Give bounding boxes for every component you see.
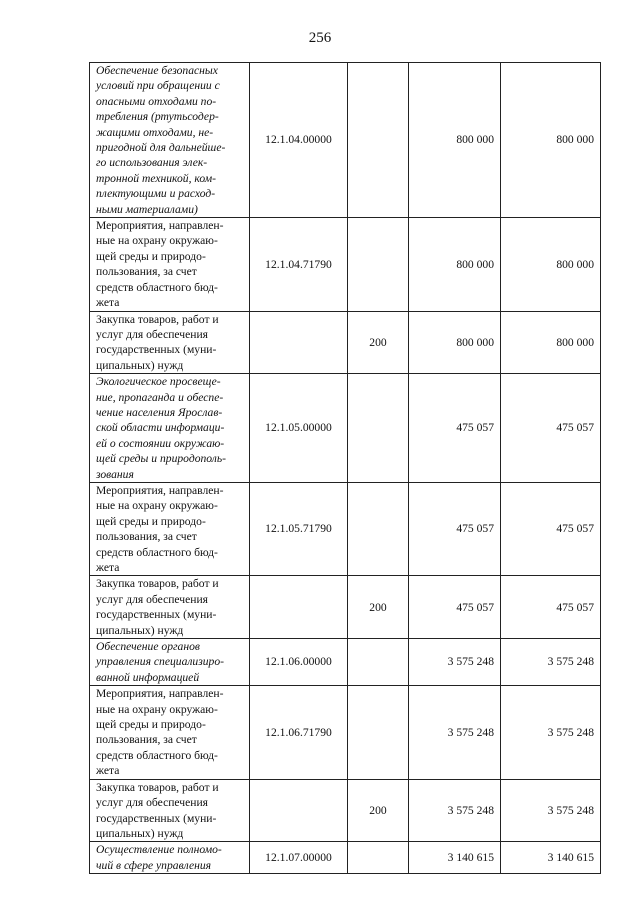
expense-type-cell: 200 [348,779,409,842]
amount-year2-cell: 3 140 615 [501,842,601,874]
expense-type-cell: 200 [348,311,409,374]
item-name-line: зования [96,467,134,481]
item-name-cell [90,779,250,842]
expense-type-cell: 200 [348,576,409,639]
expense-type-cell [348,482,409,575]
amount-year2-cell: 800 000 [501,311,601,374]
target-code-cell [250,576,348,639]
item-name-line: ей о состоянии окружаю- [96,436,225,450]
item-name-line: ской области информаци- [96,421,225,435]
target-code-cell: 12.1.05.71790 [250,482,348,575]
item-name-line: пользования, за счет [96,530,197,544]
item-name-line: пригодной для дальнейше- [96,141,226,155]
item-name-line: ные на охрану окружаю- [96,702,218,716]
item-name-line: Экологическое просвеще- [96,375,221,389]
expense-type-cell [348,842,409,874]
item-name-line: Мероприятия, направлен- [96,483,224,497]
amount-year1-cell: 800 000 [409,311,501,374]
amount-year1-cell: 800 000 [409,218,501,311]
item-name-line: ние, пропаганда и обеспе- [96,390,224,404]
item-name-line: щей среды и природо- [96,249,206,263]
item-name-cell [90,482,250,575]
item-name-line: Закупка товаров, работ и [96,577,219,591]
item-name-cell [90,686,250,779]
target-code-cell: 12.1.04.71790 [250,218,348,311]
item-name-line: Обеспечение безопасных [96,64,218,77]
item-name-line: чение населения Ярослав- [96,405,223,419]
amount-year2-cell: 800 000 [501,63,601,218]
item-name-line: средств областного бюд- [96,280,218,294]
budget-table [89,62,601,874]
amount-year2-cell: 3 575 248 [501,686,601,779]
item-name-line: ципальных) нужд [96,826,184,840]
amount-year2-cell: 3 575 248 [501,639,601,686]
target-code-cell: 12.1.05.00000 [250,374,348,483]
item-name-cell [90,218,250,311]
target-code-cell: 12.1.07.00000 [250,842,348,874]
amount-year2-cell: 475 057 [501,482,601,575]
item-name-cell [90,576,250,639]
amount-year1-cell: 3 575 248 [409,779,501,842]
item-name-line: чий в сфере управления [96,858,212,872]
page-number: 256 [308,30,332,46]
item-name-cell [90,63,250,218]
item-name-line: Закупка товаров, работ и [96,312,219,326]
table-row [90,842,601,874]
item-name-line: щей среды и природо- [96,514,206,528]
table-row [90,686,601,779]
expense-type-cell [348,374,409,483]
table-row [90,63,601,218]
table-row [90,218,601,311]
item-name-line: пользования, за счет [96,733,197,747]
item-name-line: ными материалами) [96,202,198,216]
amount-year1-cell: 3 575 248 [409,639,501,686]
amount-year2-cell: 475 057 [501,576,601,639]
expense-type-cell [348,218,409,311]
item-name-line: ванной информацией [96,670,200,684]
expense-type-cell [348,639,409,686]
item-name-line: Мероприятия, направлен- [96,219,224,233]
item-name-line: жета [96,561,120,574]
item-name-line: средств областного бюд- [96,748,218,762]
item-name-line: ные на охрану окружаю- [96,234,218,248]
item-name-line: Мероприятия, направлен- [96,687,224,701]
item-name-line: го использования элек- [96,156,208,170]
item-name-line: средств областного бюд- [96,545,218,559]
amount-year1-cell: 3 575 248 [409,686,501,779]
item-name-line: Осуществление полномо- [96,843,222,857]
amount-year2-cell: 800 000 [501,218,601,311]
expense-type-cell [348,63,409,218]
item-name-line: плектующими и расход- [96,187,216,201]
item-name-line: опасными отходами по- [96,94,217,108]
item-name-cell [90,639,250,686]
item-name-line: тронной техникой, ком- [96,171,216,185]
item-name-line: жащими отходами, не- [96,125,214,139]
item-name-line: государственных (муни- [96,343,217,357]
item-name-line: Закупка товаров, работ и [96,780,219,794]
item-name-line: жета [96,764,120,778]
amount-year1-cell: 475 057 [409,482,501,575]
item-name-line: услуг для обеспечения [96,327,208,341]
expense-type-cell [348,686,409,779]
item-name-line: жета [96,296,120,310]
budget-table-body [90,63,601,874]
item-name-cell [90,374,250,483]
item-name-line: условий при обращении с [96,79,220,93]
table-row [90,374,601,483]
item-name-line: пользования, за счет [96,265,197,279]
table-row [90,576,601,639]
item-name-line: управления специализиро- [96,655,225,669]
item-name-line: ципальных) нужд [96,358,184,372]
table-row [90,482,601,575]
amount-year2-cell: 3 575 248 [501,779,601,842]
item-name-line: услуг для обеспечения [96,796,208,810]
item-name-line: требления (ртутьсодер- [96,110,219,124]
item-name-line: щей среды и природополь- [96,452,226,466]
item-name-line: государственных (муни- [96,608,217,622]
amount-year1-cell: 475 057 [409,576,501,639]
amount-year2-cell: 475 057 [501,374,601,483]
amount-year1-cell: 3 140 615 [409,842,501,874]
table-row [90,779,601,842]
item-name-line: государственных (муни- [96,811,217,825]
table-row [90,311,601,374]
target-code-cell: 12.1.06.00000 [250,639,348,686]
item-name-line: ципальных) нужд [96,623,184,637]
amount-year1-cell: 475 057 [409,374,501,483]
target-code-cell: 12.1.06.71790 [250,686,348,779]
item-name-line: ные на охрану окружаю- [96,499,218,513]
item-name-cell [90,842,250,874]
target-code-cell [250,311,348,374]
item-name-line: щей среды и природо- [96,718,206,732]
target-code-cell [250,779,348,842]
target-code-cell: 12.1.04.00000 [250,63,348,218]
item-name-line: Обеспечение органов [96,640,200,654]
item-name-cell [90,311,250,374]
table-row [90,639,601,686]
amount-year1-cell: 800 000 [409,63,501,218]
item-name-line: услуг для обеспечения [96,592,208,606]
